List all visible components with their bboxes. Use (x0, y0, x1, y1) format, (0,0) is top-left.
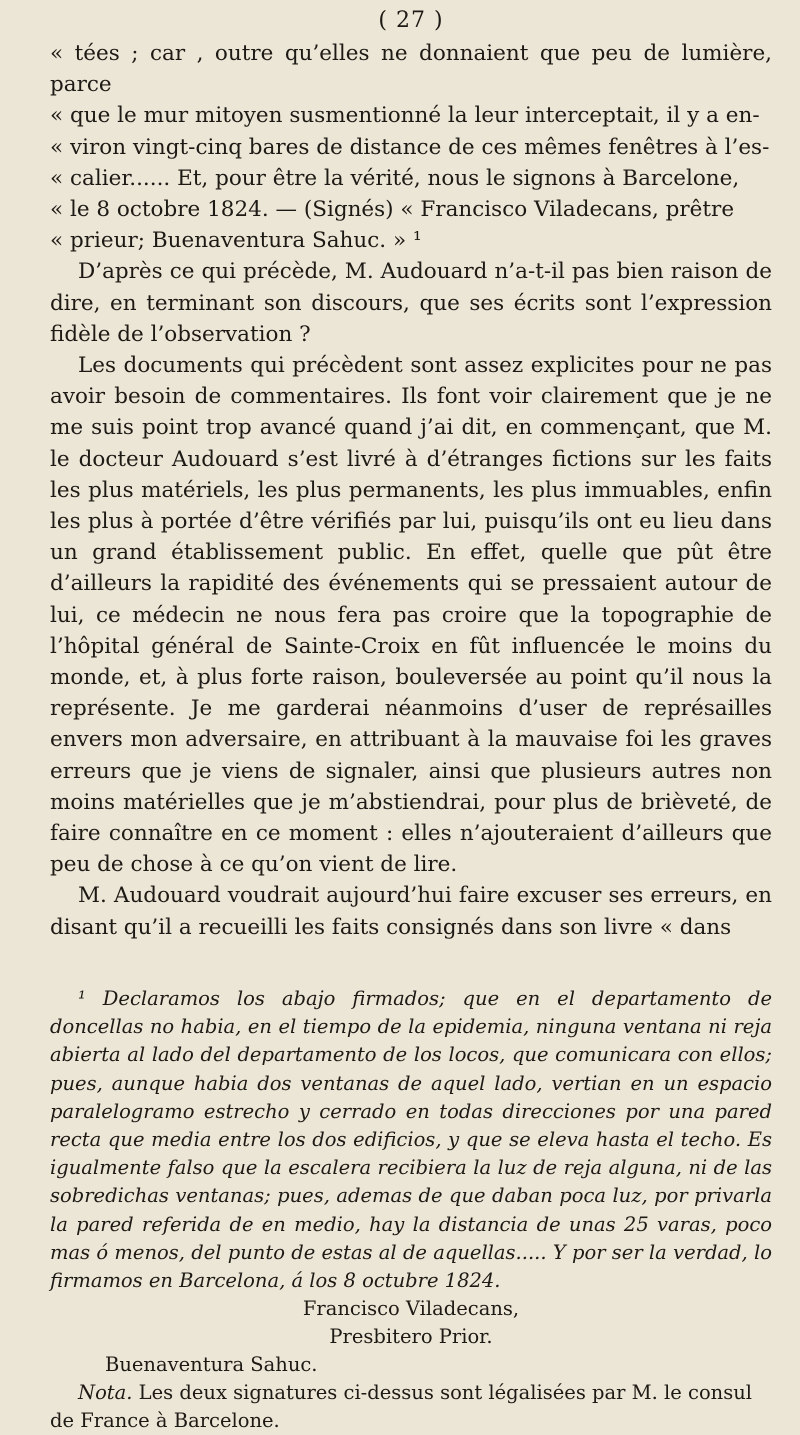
quote-line-2: « que le mur mitoyen susmentionné la leur interceptait, il y a en- (50, 103, 760, 129)
paragraph-2: Les documents qui précèdent sont assez explicites pour ne pas avoir besoin de commentaires. Ils font voir clairement que je ne me suis point trop avancé quand j’ai dit, en commençant, que M. le docteur Audouard s’est livré à d’étranges fictions sur les faits les plus matériels, les plus permanents, les plus immuables, enfin les plus à portée d’être vérifiés par lui, puisqu’ils ont eu lieu dans un grand établissement public. En effet, quelle que pût être d’ailleurs la rapidité des événements qui se pressaient autour de lui, ce médecin ne nous fera pas croire que la topographie de l’hôpital général de Sainte-Croix en fût influencée le moins du monde, et, à plus forte raison, bouleversée au point qu’il nous la représente. Je me garderai néanmoins d’user de représailles envers mon adversaire, en attribuant à la mauvaise foi les graves erreurs que je viens de signaler, ainsi que plusieurs autres non moins matérielles que je m’abstiendrai, pour plus de brièveté, de faire connaître en ce moment : elles n’ajouteraient d’ailleurs que peu de chose à ce qu’on vient de lire. (50, 353, 772, 878)
paragraph-1: D’après ce qui précède, M. Audouard n’a-t-il pas bien raison de dire, en terminant son discours, que ses écrits sont l’expression fidèle de l’observation ? (50, 259, 772, 347)
quote-line-6: « prieur; Buenaventura Sahuc. » ¹ (50, 228, 422, 254)
nota-lead: Nota. (78, 1381, 133, 1405)
signature-sahuc: Buenaventura Sahuc. (105, 1353, 318, 1377)
paragraph-3: M. Audouard voudrait aujourd’hui faire excuser ses erreurs, en disant qu’il a recueilli les faits consignés dans son livre « dans (50, 883, 772, 940)
footnote (50, 985, 772, 1295)
footnote-text: ¹ Declaramos los abajo firmados; que en el departamento de doncellas no habia, en el tiempo de la epidemia, ninguna ventana ni reja abierta al lado del departamento de los locos, que comunicara con ellos; pues, aunque habia dos ventanas de aquel lado, vertian en un espacio paralelogramo estrecho y cerrado en todas direcciones por una pared recta que media entre los dos edificios, y que se eleva hasta el techo. Es igualmente falso que la escalera recibiera la luz de reja alguna, ni de las sobredichas ventanas; pues, ademas de que daban poca luz, por privarla la pared referida de en medio, hay la distancia de unas 25 varas, poco mas ó menos, del punto de estas al de aquellas..... Y por ser la verdad, lo firmamos en Barcelona, á los 8 octubre 1824. (50, 986, 772, 1292)
page-number: ( 27 ) (378, 8, 444, 33)
quote-line-1: « tées ; car , outre qu’elles ne donnaient que peu de lumière, parce (50, 41, 772, 98)
nota-text: Les deux signatures ci-dessus sont légalisées par M. le consul de France à Barcelone. (50, 1381, 753, 1433)
quote-line-4: « calier...... Et, pour être la vérité, nous le signons à Barcelone, (50, 165, 740, 191)
quote-line-5: « le 8 octobre 1824. — (Signés) « Francisco Viladecans, prêtre (50, 197, 735, 223)
quote-line-3: « viron vingt-cinq bares de distance de ces mêmes fenêtres à l’es- (50, 134, 770, 160)
signature-block (50, 1295, 772, 1379)
signature-viladecans-title: Presbitero Prior. (329, 1325, 493, 1349)
body-text (50, 38, 772, 943)
nota (50, 1379, 772, 1435)
signature-viladecans: Francisco Viladecans, (302, 1297, 520, 1321)
